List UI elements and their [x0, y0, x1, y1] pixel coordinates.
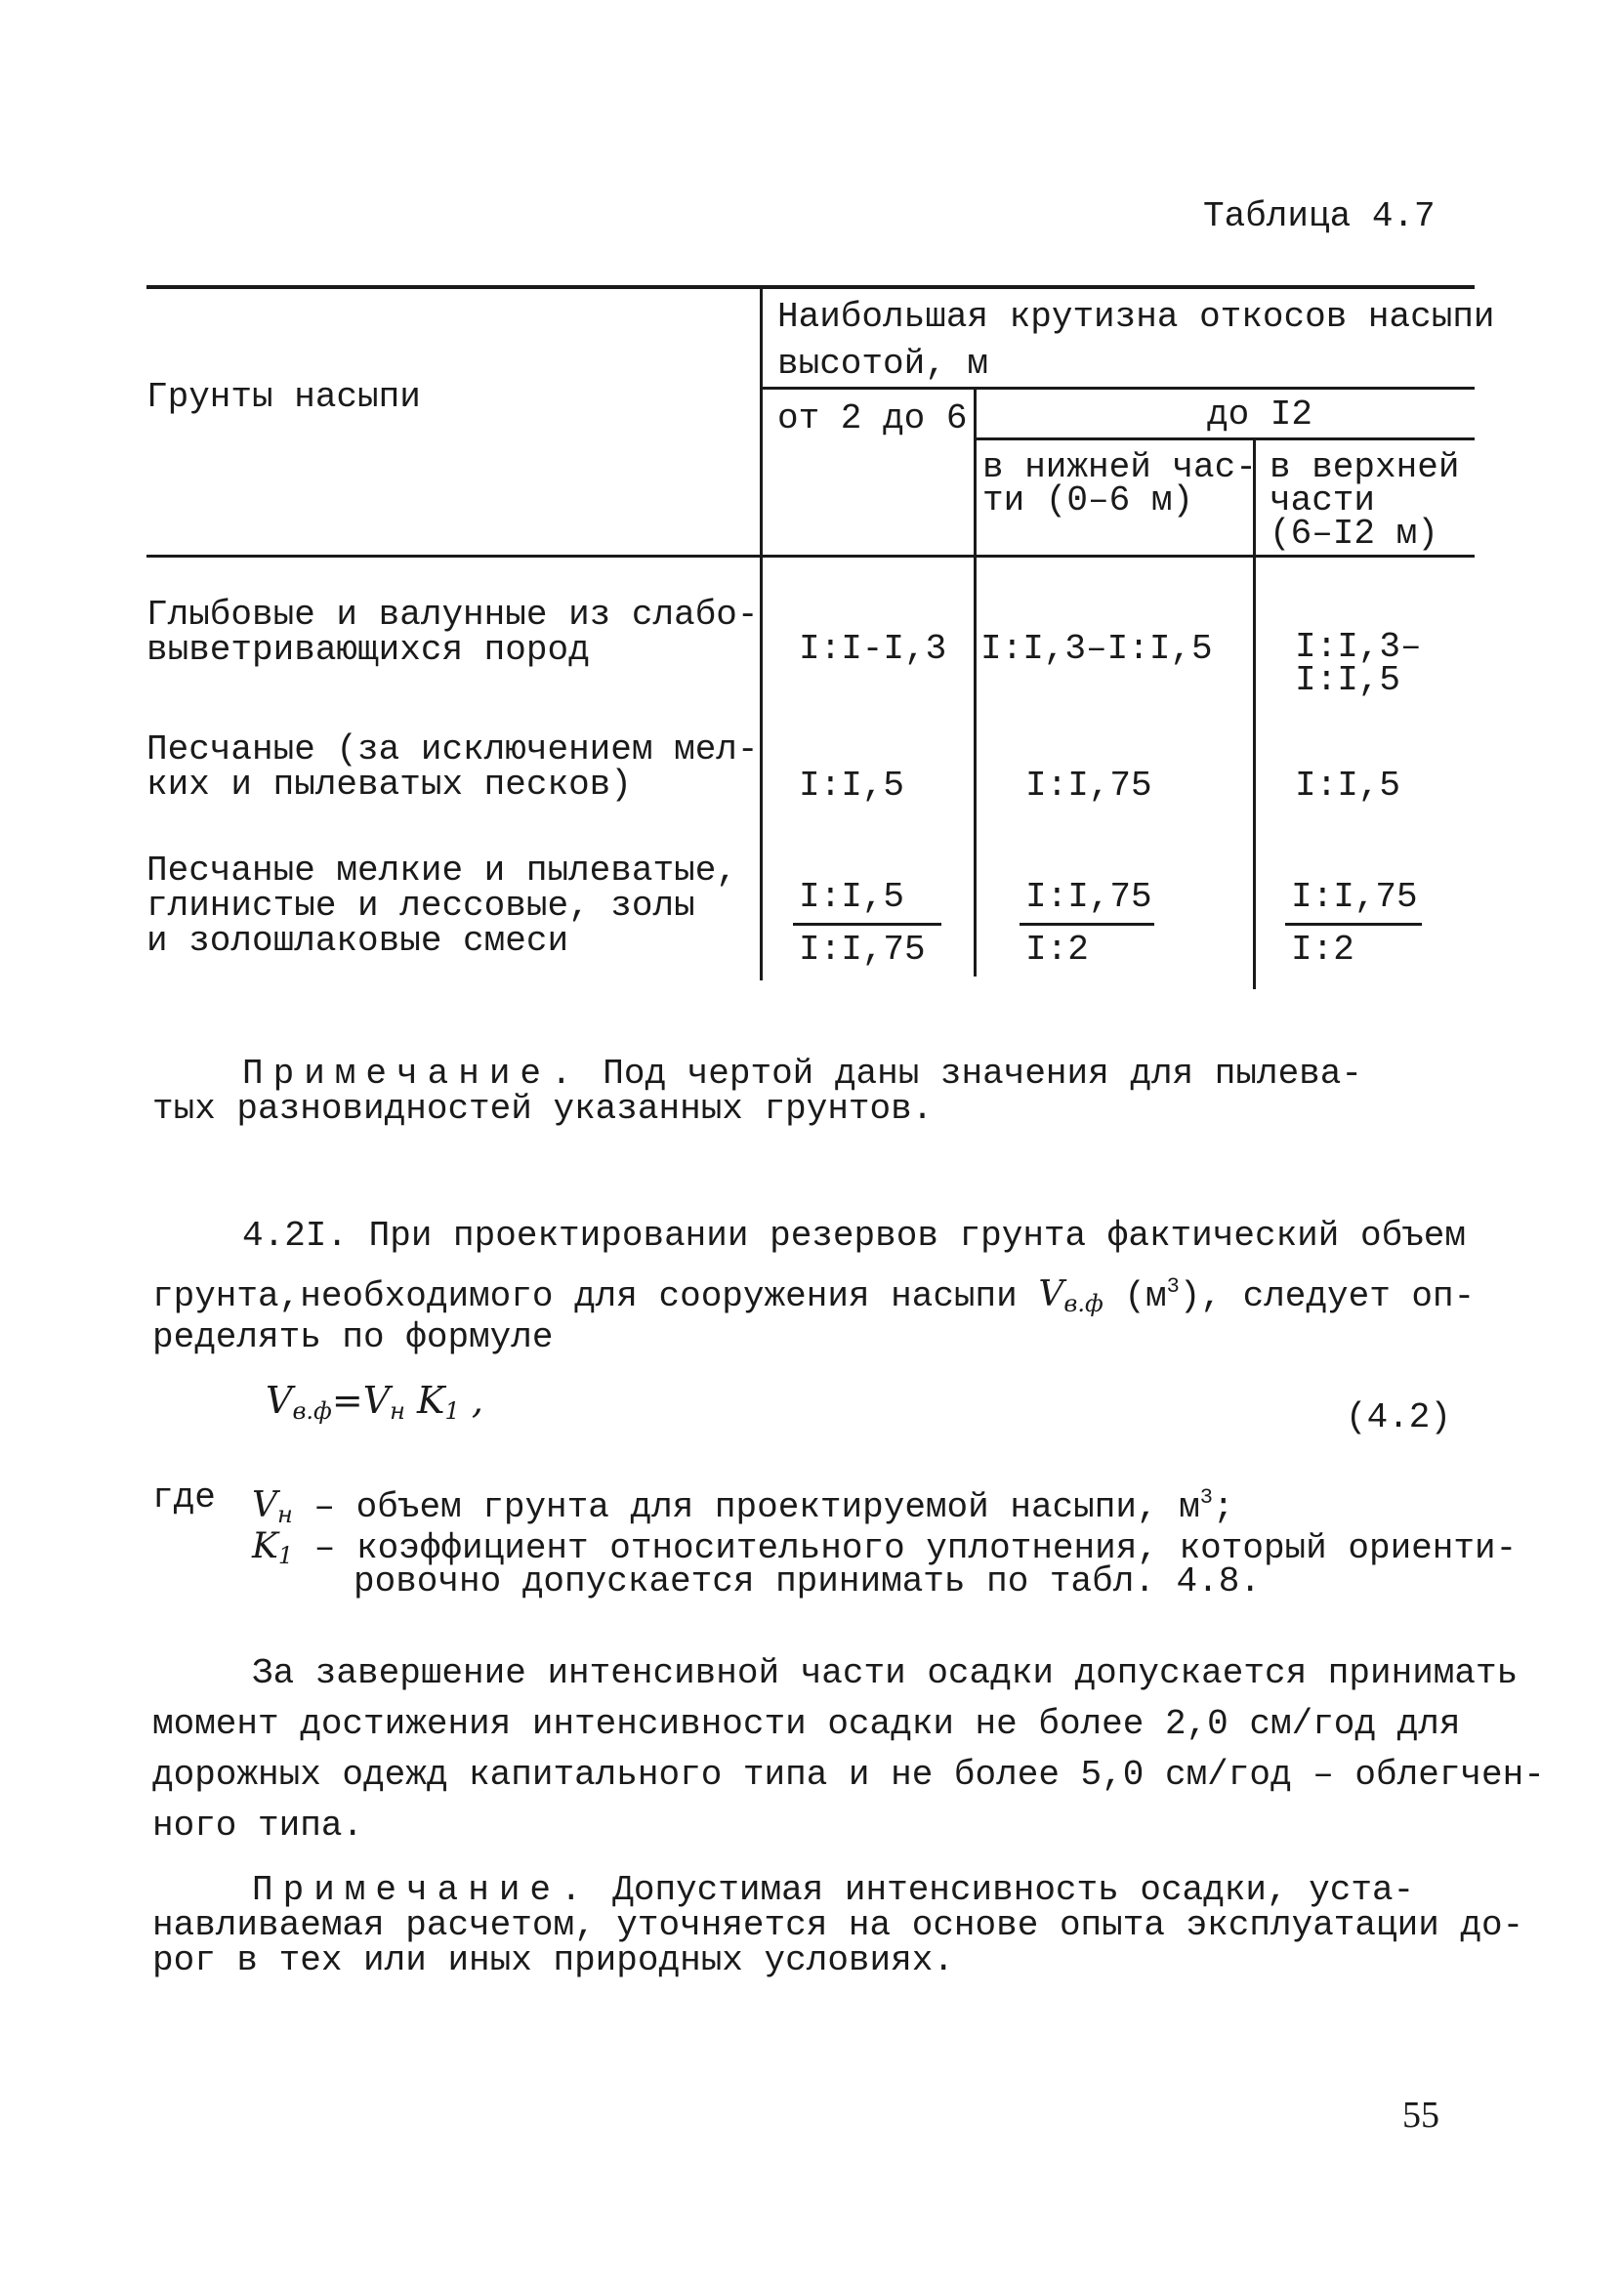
page-number: 55 [1402, 2095, 1439, 2136]
header-upper [1270, 447, 1460, 554]
formula-eq: = [331, 1379, 363, 1422]
row1-lower: I:I,3–I:I,5 [980, 629, 1213, 669]
note2-line1 [252, 1870, 1415, 1910]
var-v-vf-sub: в.ф [1063, 1290, 1103, 1317]
header-soil: Грунты насыпи [146, 377, 421, 417]
header-main-line1: Наибольшая крутизна откосов насыпи [777, 297, 1495, 337]
row3-lower-fraction-bar [1020, 923, 1154, 926]
header-bottom-rule [146, 555, 1475, 558]
row2-upper: I:I,5 [1295, 766, 1401, 806]
para-421-line2-end: ), следует оп- [1179, 1276, 1476, 1316]
where-label: где [152, 1477, 216, 1517]
note1-label: Примечание. [242, 1054, 582, 1094]
note1-line2: тых разновидностей указанных грунтов. [152, 1089, 934, 1129]
unit-open: (м [1124, 1276, 1167, 1316]
header-main-line2: высотой, м [777, 344, 989, 384]
para-421-line2-text: грунта,необходимого для сооружения насыпи [152, 1276, 1018, 1316]
row3-lower-bottom: I:2 [1025, 930, 1089, 970]
header-upper-line1: в верхней [1270, 447, 1460, 487]
header-12: до I2 [1207, 395, 1313, 435]
col-rule-2 [974, 387, 977, 977]
formula-4-2 [266, 1377, 483, 1434]
formula-k-sub: 1 [444, 1397, 460, 1425]
header-rule-12 [977, 437, 1475, 440]
formula-lhs: V [266, 1379, 293, 1422]
var-v-vf: V [1038, 1274, 1064, 1314]
row3-upper-top: I:I,75 [1291, 877, 1418, 917]
note1-line1 [242, 1054, 1362, 1094]
row1-soil-line1: Глыбовые и валунные из слабо- [146, 595, 759, 635]
para-421-line3: ределять по формуле [152, 1317, 554, 1357]
row2-soil [146, 729, 759, 805]
header-upper-line3: (6–I2 м) [1270, 514, 1438, 554]
row3-2-6-bottom: I:I,75 [799, 930, 926, 970]
row3-soil-line1: Песчаные мелкие и пылеватые, [146, 851, 737, 891]
where-k-sub: 1 [277, 1542, 294, 1569]
header-lower-line2: ти (0–6 м) [982, 480, 1194, 520]
row3-upper-bottom: I:2 [1291, 930, 1354, 970]
where-v-sup: 3 [1199, 1485, 1213, 1510]
header-upper-line2: части [1270, 480, 1376, 520]
note2-line2: навливаемая расчетом, уточняется на основе опыта эксплуатации до- [152, 1905, 1524, 1945]
note2-line3: рог в тех или иных природных условиях. [152, 1940, 954, 1980]
col-rule-1 [760, 285, 763, 980]
row2-soil-line1: Песчаные (за исключением мел- [146, 729, 759, 769]
row1-upper [1295, 627, 1422, 700]
row2-2-6: I:I,5 [799, 766, 905, 806]
col-rule-3 [1253, 437, 1256, 989]
formula-number: (4.2) [1346, 1397, 1452, 1437]
header-2-6: от 2 до 6 [777, 398, 968, 438]
note2-text1: Допустимая интенсивность осадки, уста- [612, 1870, 1415, 1910]
where-v-end: ; [1212, 1487, 1234, 1527]
header-lower [982, 447, 1257, 520]
where-k-text1: – коэффициент относительного уплотнения, который ориенти- [313, 1528, 1518, 1568]
formula-v: V [362, 1379, 391, 1422]
table-title: Таблица 4.7 [1203, 196, 1436, 236]
row1-soil [146, 595, 759, 670]
where-v-sub: н [277, 1501, 293, 1528]
where-v-text: – объем грунта для проектируемой насыпи, м [313, 1487, 1200, 1527]
formula-v-sub: н [390, 1397, 405, 1425]
note2-label: Примечание. [252, 1870, 592, 1910]
formula-lhs-sub: в.ф [292, 1397, 332, 1425]
para-421-line1: 4.2I. При проектировании резервов грунта фактический объем [242, 1216, 1467, 1256]
unit-sup: 3 [1166, 1274, 1180, 1299]
row2-soil-line2: ких и пылеватых песков) [146, 765, 632, 805]
row3-upper-fraction-bar [1285, 923, 1422, 926]
row3-soil [146, 853, 737, 959]
row1-2-6: I:I-I,3 [799, 629, 947, 669]
where-v-symbol: V [252, 1485, 277, 1525]
para-osadka-line3: дорожных одежд капитального типа и не более 5,0 см/год – облегчен- [152, 1755, 1545, 1795]
row3-soil-line2: глинистые и лессовые, золы [146, 886, 695, 926]
row1-soil-line2: выветривающихся пород [146, 630, 590, 670]
row3-2-6-top: I:I,5 [799, 877, 905, 917]
where-k-symbol: K [252, 1526, 278, 1566]
row1-upper-line2: I:I,5 [1295, 660, 1401, 700]
formula-k: K [417, 1379, 445, 1422]
header-rule-height [760, 387, 1475, 390]
row3-soil-line3: и золошлаковые смеси [146, 921, 569, 961]
row2-lower: I:I,75 [1025, 766, 1152, 806]
row3-lower-top: I:I,75 [1025, 877, 1152, 917]
formula-tail: , [471, 1379, 483, 1422]
para-osadka-line2: момент достижения интенсивности осадки не более 2,0 см/год для [152, 1704, 1461, 1744]
row1-upper-line1: I:I,3– [1295, 627, 1422, 667]
para-osadka-line1: За завершение интенсивной части осадки допускается принимать [252, 1653, 1519, 1693]
where-k-line2: ровочно допускается принимать по табл. 4.8. [354, 1561, 1261, 1601]
table-top-rule [146, 285, 1475, 289]
row3-2-6-fraction-bar [793, 923, 941, 926]
note1-text1: Под чертой даны значения для пылева- [603, 1054, 1362, 1094]
para-osadka-line4: ного типа. [152, 1806, 364, 1846]
header-lower-line1: в нижней час- [982, 447, 1257, 487]
